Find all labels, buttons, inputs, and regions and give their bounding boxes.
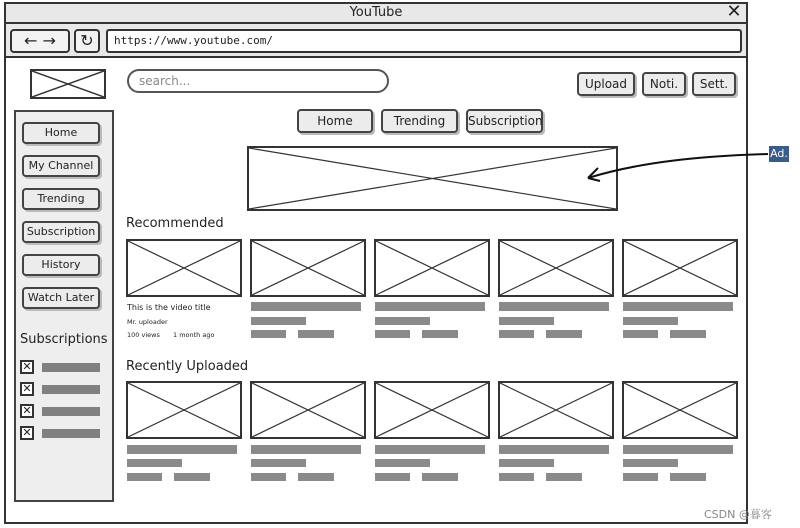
image-placeholder-icon — [624, 241, 736, 295]
video-thumbnail[interactable] — [374, 381, 490, 439]
ad-banner[interactable] — [247, 146, 618, 211]
sidebar-item-trending[interactable]: Trending — [22, 188, 100, 210]
video-thumbnail[interactable] — [126, 381, 242, 439]
video-title-placeholder — [375, 445, 485, 454]
video-meta-placeholder — [623, 459, 678, 467]
image-placeholder-icon — [128, 383, 240, 437]
image-placeholder-icon — [500, 383, 612, 437]
video-meta-placeholder — [499, 459, 554, 467]
checkbox-icon[interactable]: ✕ — [20, 360, 34, 374]
section-title-recommended: Recommended — [126, 216, 224, 231]
video-thumbnail[interactable] — [250, 239, 366, 297]
video-meta-placeholder — [670, 473, 706, 481]
video-thumbnail[interactable] — [622, 381, 738, 439]
video-meta-placeholder — [375, 459, 430, 467]
back-forward-buttons[interactable] — [10, 29, 70, 53]
video-meta-placeholder — [670, 330, 706, 338]
ad-label: Ad. — [770, 147, 788, 160]
forward-arrow-icon[interactable]: → — [42, 31, 56, 50]
video-meta-placeholder — [546, 473, 582, 481]
image-placeholder-icon — [624, 383, 736, 437]
video-meta-placeholder — [375, 330, 410, 338]
video-meta-placeholder — [375, 317, 430, 325]
subscription-item-placeholder[interactable] — [42, 363, 100, 372]
video-title-placeholder — [499, 445, 609, 454]
video-meta-placeholder — [499, 473, 534, 481]
tab-home[interactable]: Home — [297, 109, 373, 133]
sidebar-item-home[interactable]: Home — [22, 122, 100, 144]
video-meta-placeholder — [422, 330, 458, 338]
video-meta-placeholder — [623, 330, 658, 338]
image-placeholder-icon — [500, 241, 612, 295]
video-thumbnail[interactable] — [126, 239, 242, 297]
video-title-placeholder — [623, 445, 733, 454]
video-title-placeholder — [127, 445, 237, 454]
video-meta-placeholder — [422, 473, 458, 481]
video-meta-placeholder — [251, 459, 306, 467]
watermark: CSDN @暮客 — [704, 508, 772, 521]
video-meta-placeholder — [499, 330, 534, 338]
subscription-item-placeholder[interactable] — [42, 429, 100, 438]
video-meta-placeholder — [623, 317, 678, 325]
video-meta-placeholder — [174, 473, 210, 481]
image-placeholder-icon — [128, 241, 240, 295]
sidebar-item-my-channel[interactable]: My Channel — [22, 155, 100, 177]
video-meta-placeholder — [251, 330, 286, 338]
video-meta-placeholder — [375, 473, 410, 481]
subscription-item-placeholder[interactable] — [42, 385, 100, 394]
video-meta-placeholder — [546, 330, 582, 338]
video-meta-placeholder — [623, 473, 658, 481]
upload-button[interactable]: Upload — [577, 72, 635, 96]
video-thumbnail[interactable] — [374, 239, 490, 297]
notifications-button[interactable]: Noti. — [642, 72, 686, 96]
image-placeholder-icon — [376, 383, 488, 437]
logo-placeholder — [30, 69, 106, 99]
close-icon[interactable]: ✕ — [726, 1, 742, 22]
video-age: 1 month ago — [173, 331, 215, 339]
video-title-placeholder — [375, 302, 485, 311]
video-thumbnail[interactable] — [250, 381, 366, 439]
video-title-placeholder — [623, 302, 733, 311]
sidebar-item-history[interactable]: History — [22, 254, 100, 276]
video-title-placeholder — [251, 302, 361, 311]
tab-trending[interactable]: Trending — [381, 109, 458, 133]
subscription-item-placeholder[interactable] — [42, 407, 100, 416]
image-placeholder-icon — [252, 241, 364, 295]
video-thumbnail[interactable] — [622, 239, 738, 297]
checkbox-icon[interactable]: ✕ — [20, 404, 34, 418]
video-thumbnail[interactable] — [498, 381, 614, 439]
video-meta-placeholder — [127, 459, 182, 467]
video-meta-placeholder — [251, 473, 286, 481]
video-uploader[interactable]: Mr. uploader — [127, 318, 168, 326]
video-title-placeholder — [499, 302, 609, 311]
image-placeholder-icon — [252, 383, 364, 437]
checkbox-icon[interactable]: ✕ — [20, 426, 34, 440]
checkbox-icon[interactable]: ✕ — [20, 382, 34, 396]
address-bar[interactable]: https://www.youtube.com/ — [106, 29, 742, 53]
image-placeholder-icon — [32, 71, 104, 97]
image-placeholder-icon — [376, 241, 488, 295]
video-title-placeholder — [251, 445, 361, 454]
section-title-recently-uploaded: Recently Uploaded — [126, 359, 249, 374]
video-meta-placeholder — [499, 317, 554, 325]
tab-subscription[interactable]: Subscription — [466, 109, 543, 133]
ad-pointer-arrow — [580, 148, 770, 188]
sidebar-item-subscription[interactable]: Subscription — [22, 221, 100, 243]
settings-button[interactable]: Sett. — [692, 72, 736, 96]
image-placeholder-icon — [249, 148, 616, 209]
video-thumbnail[interactable] — [498, 239, 614, 297]
window-title: YouTube — [4, 2, 748, 24]
video-views: 100 views — [127, 331, 160, 339]
video-meta-placeholder — [251, 317, 306, 325]
video-title[interactable]: This is the video title — [127, 303, 211, 312]
video-meta-placeholder — [127, 473, 162, 481]
subscriptions-title: Subscriptions — [20, 332, 108, 347]
sidebar-item-watch-later[interactable]: Watch Later — [22, 287, 100, 309]
video-meta-placeholder — [298, 473, 334, 481]
back-arrow-icon[interactable]: ← — [24, 31, 38, 50]
video-meta-placeholder — [298, 330, 334, 338]
reload-icon[interactable]: ↻ — [74, 29, 100, 53]
search-input[interactable]: search... — [127, 69, 389, 93]
